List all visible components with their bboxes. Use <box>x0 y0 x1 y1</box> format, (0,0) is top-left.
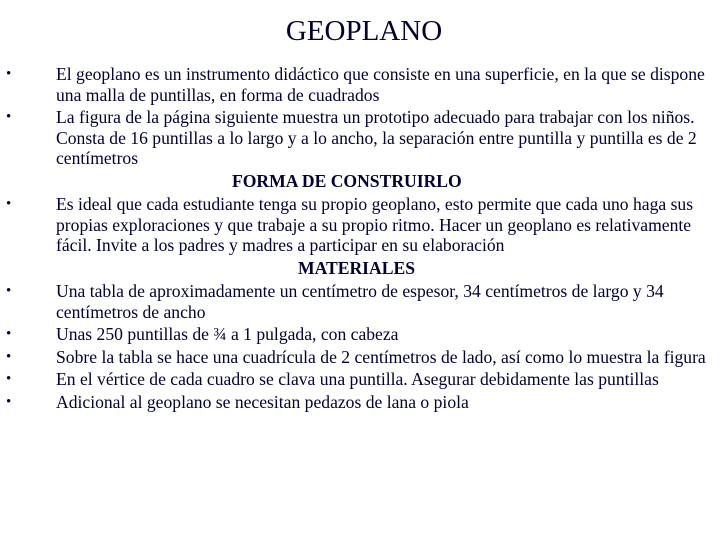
bullet-dot: • <box>6 283 12 299</box>
bullet-item <box>0 194 728 256</box>
bullet-item <box>0 369 728 390</box>
slide-title: GEOPLANO <box>285 15 443 47</box>
bullet-text: Sobre la tabla se hace una cuadrícula de 2 centímetros de lado, así como lo muestra la figura <box>56 346 706 367</box>
bullet-dot: • <box>6 393 12 410</box>
bullet-text: La figura de la página siguiente muestra un prototipo adecuado para trabajar con los niños. Consta de 16 puntillas a lo largo y a lo ancho, la separación entre puntilla y puntilla es de 2 centímetros <box>56 107 697 168</box>
bullet-dot: • <box>6 326 12 342</box>
bullet-dot: • <box>6 66 12 82</box>
bullet-item <box>0 392 728 413</box>
bullet-text: Unas 250 puntillas de ¾ a 1 pulgada, con cabeza <box>56 324 399 344</box>
bullet-text: El geoplano es un instrumento didáctico que consiste en una superficie, en la que se dispone una malla de puntillas, en forma de cuadrados <box>56 64 705 105</box>
bullet-item <box>0 281 728 322</box>
heading-materials: MATERIALES <box>298 257 415 278</box>
bullet-text: Es ideal que cada estudiante tenga su propio geoplano, esto permite que cada uno haga sus propias exploraciones y que trabaje a su propio ritmo. Hacer un geoplano es relativamente fácil. Invite a los padres y madres a participar en su elaboración <box>56 194 694 255</box>
bullet-item <box>0 64 728 105</box>
bullet-item <box>0 347 728 368</box>
heading-construction: FORMA DE CONSTRUIRLO <box>232 170 462 191</box>
bullet-dot: • <box>6 196 12 212</box>
slide-content <box>0 64 728 414</box>
bullet-dot: • <box>6 371 12 387</box>
bullet-text: Una tabla de aproximadamente un centímetro de espesor, 34 centímetros de largo y 34 centímetros de ancho <box>56 281 664 322</box>
bullet-dot: • <box>6 109 12 125</box>
bullet-item <box>0 324 728 345</box>
bullet-text: Adicional al geoplano se necesitan pedazos de lana o piola <box>56 391 469 412</box>
bullet-item <box>0 107 728 169</box>
bullet-text: En el vértice de cada cuadro se clava una puntilla. Asegurar debidamente las puntillas <box>56 369 659 389</box>
bullet-dot: • <box>6 348 12 365</box>
